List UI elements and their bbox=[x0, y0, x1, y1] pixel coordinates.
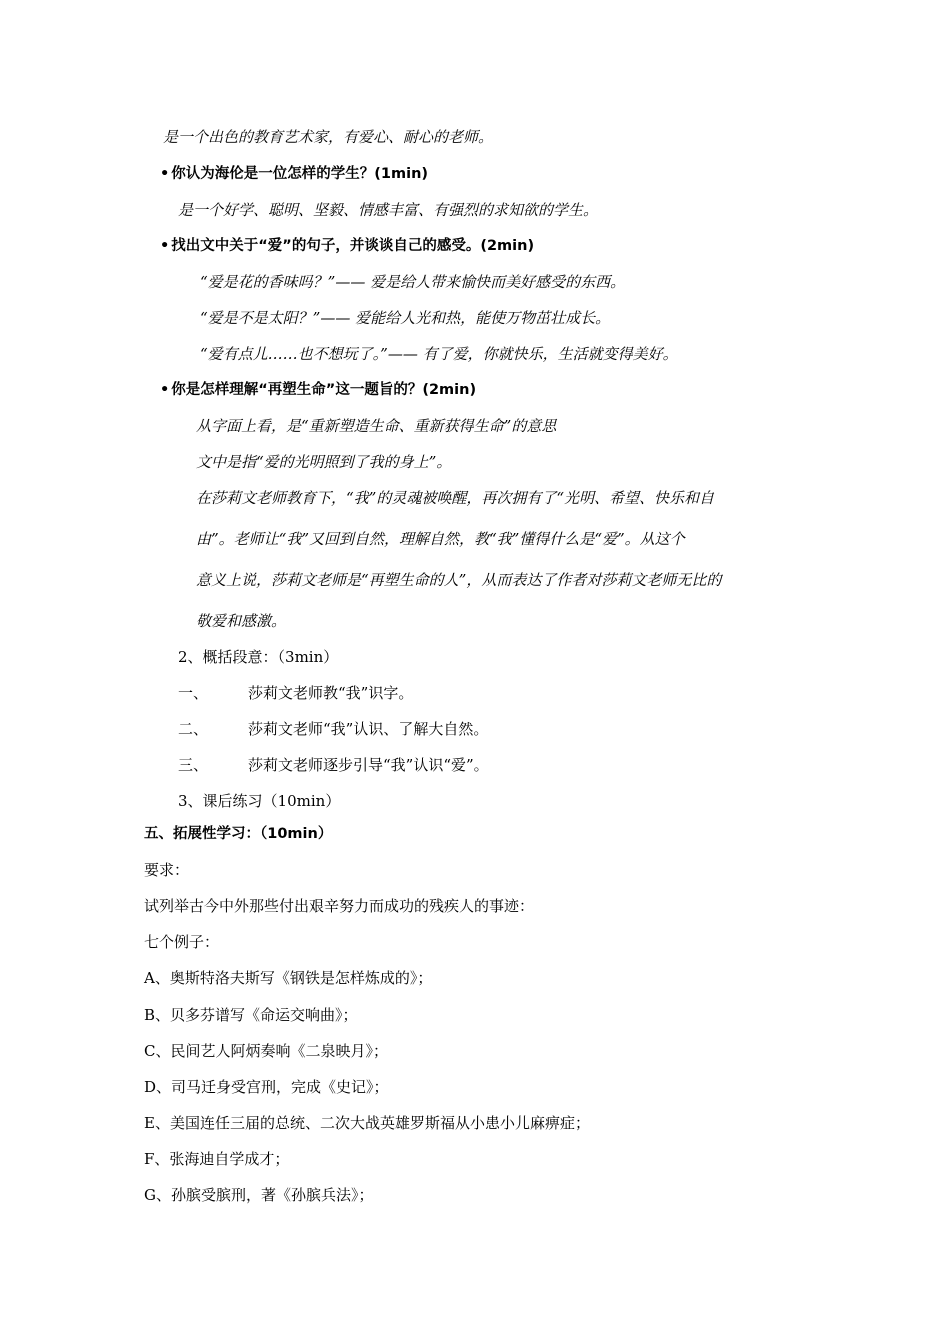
teacher-answer: 是一个出色的教育艺术家，有爱心、耐心的老师。 bbox=[163, 128, 494, 146]
bullet-icon: • bbox=[160, 238, 170, 254]
theme-answer-line-5: 意义上说，莎莉文老师是“再塑生命的人”，从而表达了作者对莎莉文老师无比的 bbox=[196, 571, 722, 589]
theme-answer-line-1: 从字面上看，是“重新塑造生命、重新获得生命”的意思 bbox=[196, 417, 557, 435]
love-quote-1: “爱是花的香味吗？”—— 爱是给人带来愉快而美好感受的东西。 bbox=[200, 273, 626, 291]
summary-item bbox=[178, 755, 489, 775]
theme-answer-line-3: 在莎莉文老师教育下，“我”的灵魂被唤醒，再次拥有了“光明、希望、快乐和自 bbox=[196, 489, 715, 507]
example-item: E、美国连任三届的总统、二次大战英雄罗斯福从小患小儿麻痹症； bbox=[144, 1114, 590, 1132]
requirement-label: 要求： bbox=[144, 861, 190, 879]
requirement-text: 试列举古今中外那些付出艰辛努力而成功的残疾人的事迹： bbox=[144, 897, 535, 915]
question-1-text: 你认为海伦是一位怎样的学生？(1min) bbox=[171, 166, 429, 182]
example-item: A、奥斯特洛夫斯写《钢铁是怎样炼成的》； bbox=[144, 969, 433, 987]
love-quote-3: “爱有点儿……也不想玩了。”—— 有了爱，你就快乐，生活就变得美好。 bbox=[200, 345, 678, 363]
summary-item bbox=[178, 683, 413, 703]
love-quote-2: “爱是不是太阳？”—— 爱能给人光和热，能使万物茁壮成长。 bbox=[200, 309, 611, 327]
question-1 bbox=[160, 164, 428, 184]
summary-heading: 2、概括段意：（3min） bbox=[178, 648, 339, 666]
example-item: C、民间艺人阿炳奏响《二泉映月》； bbox=[144, 1042, 388, 1060]
question-3-text: 你是怎样理解“再塑生命”这一题旨的？(2min) bbox=[171, 382, 477, 398]
question-2-text: 找出文中关于“爱”的句子，并谈谈自己的感受。(2min) bbox=[171, 238, 535, 254]
examples-label: 七个例子： bbox=[144, 933, 220, 951]
question-1-answer: 是一个好学、聪明、坚毅、情感丰富、有强烈的求知欲的学生。 bbox=[178, 201, 599, 219]
example-item: G、孙膑受膑刑，著《孙膑兵法》； bbox=[144, 1186, 374, 1204]
exercise-heading: 3、课后练习（10min） bbox=[178, 792, 341, 810]
example-item: D、司马迁身受宫刑，完成《史记》； bbox=[144, 1078, 389, 1096]
summary-item-number: 三、 bbox=[178, 756, 209, 774]
bullet-icon: • bbox=[160, 166, 170, 182]
summary-item-text: 莎莉文老师“我”认识、了解大自然。 bbox=[248, 720, 489, 738]
section-5-heading: 五、拓展性学习：（10min） bbox=[144, 826, 333, 842]
question-2 bbox=[160, 236, 534, 256]
question-3 bbox=[160, 380, 476, 400]
theme-answer-line-6: 敬爱和感激。 bbox=[196, 612, 287, 630]
summary-item-text: 莎莉文老师逐步引导“我”认识“爱”。 bbox=[248, 756, 489, 774]
bullet-icon: • bbox=[160, 382, 170, 398]
theme-answer-line-2: 文中是指“爱的光明照到了我的身上”。 bbox=[196, 453, 452, 471]
example-item: F、张海迪自学成才； bbox=[144, 1150, 290, 1168]
summary-item bbox=[178, 719, 488, 739]
example-item: B、贝多芬谱写《命运交响曲》； bbox=[144, 1006, 358, 1024]
summary-item-number: 一、 bbox=[178, 684, 209, 702]
summary-item-number: 二、 bbox=[178, 720, 209, 738]
theme-answer-line-4: 由”。老师让“我”又回到自然，理解自然，教“我”懂得什么是“爱”。从这个 bbox=[196, 530, 685, 548]
summary-item-text: 莎莉文老师教“我”识字。 bbox=[248, 684, 414, 702]
